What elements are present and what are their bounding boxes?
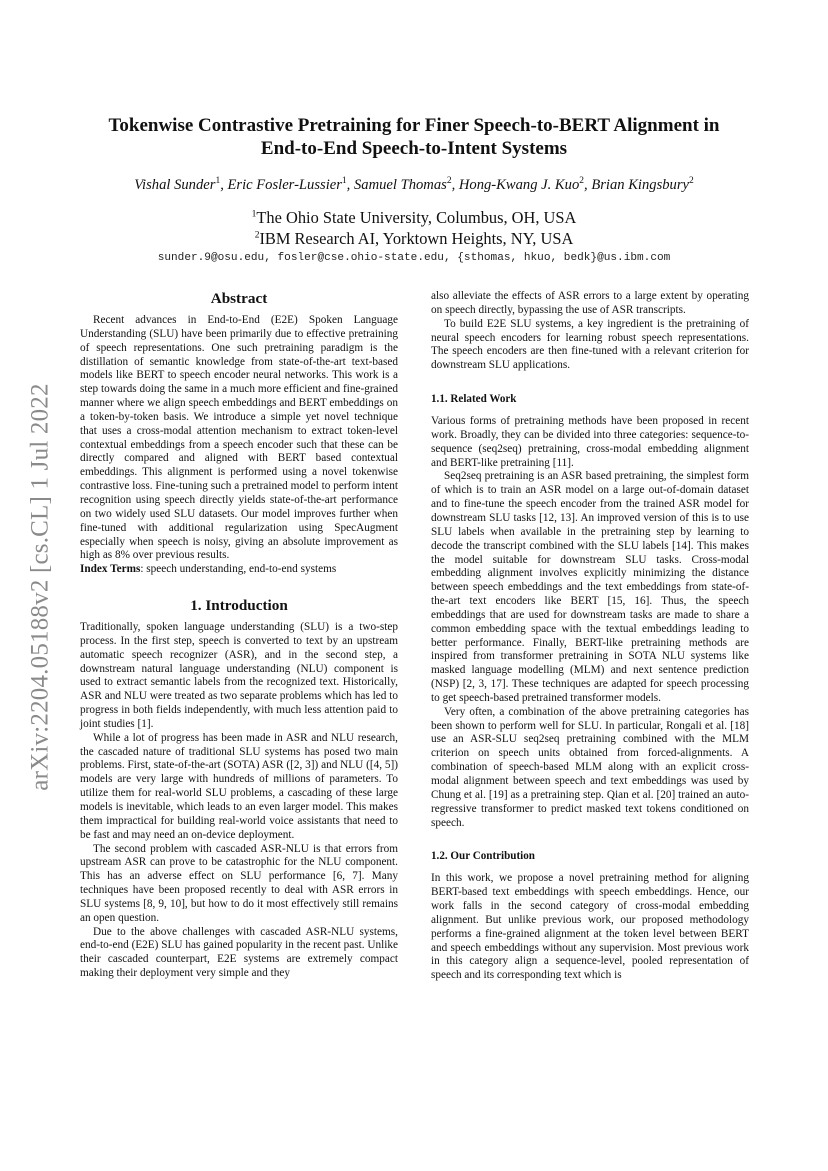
index-terms-label: Index Terms	[80, 563, 141, 576]
index-terms-text: : speech understanding, end-to-end systems	[140, 563, 337, 576]
author-name: Eric Fosler-Lussier	[227, 176, 342, 193]
affiliation-text: The Ohio State University, Columbus, OH, USA	[256, 208, 577, 227]
left-column	[80, 290, 398, 981]
author-affiliation-mark: 2	[446, 176, 452, 186]
contribution-heading: 1.2. Our Contribution	[431, 850, 535, 863]
intro-paragraph-2: While a lot of progress has been made in ASR and NLU research, the cascaded nature of traditional SLU systems has posed two main problems. First, state-of-the-art (SOTA) ASR ([2, 3]) and NLU ([4, 5]) models are very large with hundreds of millions of parameters. To utilize them for real-world SLU problems, a cascading of these large models is inevitable, which leads to an even larger model. This makes them impractical for building real-world voice assistants that need to be fast and may need an on-device deployment.	[80, 731, 398, 841]
introduction-heading: 1. Introduction	[190, 597, 288, 615]
author-name: Brian Kingsbury	[591, 176, 690, 193]
paper-title	[60, 114, 768, 160]
affiliation-text: IBM Research AI, Yorktown Heights, NY, USA	[259, 229, 574, 248]
author-affiliation-mark: 1	[341, 176, 347, 186]
affiliation-1	[60, 208, 768, 228]
affiliation-2	[60, 229, 768, 249]
introduction-section	[80, 597, 398, 981]
title-line-2: End-to-End Speech-to-Intent Systems	[260, 138, 568, 159]
affiliation-mark: 1	[251, 209, 257, 220]
intro-paragraph-6: To build E2E SLU systems, a key ingredient is the pretraining of neural speech encoders for learning robust speech representations. The speech encoders are then fine-tuned with a relevant criterion for downstream SLU applications.	[431, 317, 749, 372]
author-affiliation-mark: 2	[689, 176, 694, 186]
author-affiliation-mark: 1	[215, 176, 221, 186]
intro-paragraph-5: also alleviate the effects of ASR errors to a large extent by operating on speech directly, bypassing the use of ASR transcripts.	[431, 290, 749, 316]
author-emails: sunder.9@osu.edu, fosler@cse.ohio-state.edu, {sthomas, hkuo, bedk}@us.ibm.com	[157, 252, 671, 264]
contribution-paragraph-1: In this work, we propose a novel pretraining method for aligning BERT-based text embeddings with speech embeddings. Hence, our work falls in the second category of cross-modal embedding alignment. But unlike previous work, our proposed methodology performs a fine-grained alignment at the token level between BERT and speech embeddings without any supervision. Most previous work in this category align a sequence-level, pooled representation of speech and its corresponding text which is	[431, 872, 749, 982]
intro-paragraph-3: The second problem with cascaded ASR-NLU is that errors from upstream ASR can prove to be catastrophic for the NLU component. This has an adverse effect on SLU performance [6, 7]. Many techniques have been proposed recently to deal with ASR errors in SLU systems [8, 9, 10], but how to do it most effectively still remains an open question.	[80, 842, 398, 924]
intro-paragraph-4: Due to the above challenges with cascaded ASR-NLU systems, end-to-end (E2E) SLU has gained popularity in the recent past. Unlike their cascaded counterpart, E2E systems are extremely compact making their deployment very simple and they	[80, 925, 398, 980]
right-column	[431, 290, 749, 983]
arxiv-identifier: arXiv:2204.05188v2 [cs.CL] 1 Jul 2022	[27, 383, 54, 791]
related-work-heading: 1.1. Related Work	[431, 393, 517, 406]
abstract-heading: Abstract	[210, 290, 268, 307]
affiliation-mark: 2	[254, 230, 260, 241]
index-terms	[80, 563, 398, 577]
author-name: Vishal Sunder	[134, 176, 216, 193]
author-affiliation-mark: 2	[579, 176, 585, 186]
author-list: Vishal Sunder$^1$, Eric Fosler-Lussier$^1$, Samuel Thomas$^2$, Hong-Kwang J. Kuo$^2$, Brian Kingsbury$^2$	[134, 176, 694, 193]
related-work-paragraph-3: Very often, a combination of the above pretraining categories has been shown to perform well for SLU. In particular, Rongali et al. [18] use an ASR-SLU seq2seq pretraining combined with the MLM criterion on speech units obtained from forced-alignments. A combination of speech-based MLM along with an explicit cross-modal alignment between speech and text embeddings was used by Chung et al. [19] as a pretraining step. Qian et al. [20] trained an auto-regressive transformer to predict masked text tokens conditioned on speech.	[431, 705, 749, 829]
author-name: Hong-Kwang J. Kuo	[458, 176, 580, 193]
intro-paragraph-1: Traditionally, spoken language understanding (SLU) is a two-step process. In the first step, speech is converted to text by an upstream automatic speech recognizer (ASR), and in the second step, a downstream natural language understanding (NLU) component is used to extract semantic labels from the recognized text. Historically, ASR and NLU were treated as two separate problems which has led to progress in both fields independently, with much less attention paid to joint studies [1].	[80, 621, 398, 730]
abstract-section	[80, 290, 398, 577]
related-work-paragraph-1: Various forms of pretraining methods have been proposed in recent work. Broadly, they can be divided into three categories: sequence-to-sequence (seq2seq) pretraining, cross-modal embedding alignment and BERT-like pretraining [11].	[431, 415, 749, 469]
related-work-paragraph-2: Seq2seq pretraining is an ASR based pretraining, the simplest form of which is to train an ASR model on a large out-of-domain dataset and to fine-tune the speech encoder from the trained ASR model for downstream SLU tasks [12, 13]. An improved version of this is to use SLU labels when available in the pretraining step by learning to decode the transcript combined with the SLU labels [14]. This makes the model suitable for downstream SLU tasks. Cross-modal embedding alignment involves explicitly minimizing the distance between speech embeddings and the text embeddings from state-of-the-art text encoders like BERT [15, 16]. Thus, the speech embeddings that are used for downstream tasks are made to share a common embedding space with the textual embeddings leading to better performance. Finally, BERT-like pretraining methods are inspired from transformer pretraining in SOTA NLU systems like masked language modelling (MLM) and next sentence prediction (NSP) [2, 3, 17]. These techniques are adapted for speech processing to get speech-based pretrained transformer models.	[431, 470, 749, 704]
abstract-text: Recent advances in End-to-End (E2E) Spoken Language Understanding (SLU) have been primarily due to effective pretraining of speech representations. One such pretraining paradigm is the distillation of semantic knowledge from state-of-the-art text-based models like BERT to speech encoder neural networks. This work is a step towards doing the same in a much more efficient and fine-grained manner where we align speech embeddings and BERT embeddings on a token-by-token basis. We introduce a simple yet novel technique that uses a cross-modal attention mechanism to extract token-level contextual embeddings from a speech encoder such that these can be directly compared and aligned with BERT based contextual embeddings. This alignment is performed using a novel tokenwise contrastive loss. Fine-tuning such a pretrained model to perform intent recognition using speech directly yields state-of-the-art performance on two widely used SLU datasets. Our model improves further when fine-tuned with additional regularization using SpecAugment especially when speech is noisy, giving an absolute improvement as high as 8% over previous results.	[80, 314, 398, 562]
author-name: Samuel Thomas	[353, 176, 447, 193]
title-line-1: Tokenwise Contrastive Pretraining for Finer Speech-to-BERT Alignment in	[108, 115, 720, 136]
arxiv-stamp	[24, 377, 58, 797]
